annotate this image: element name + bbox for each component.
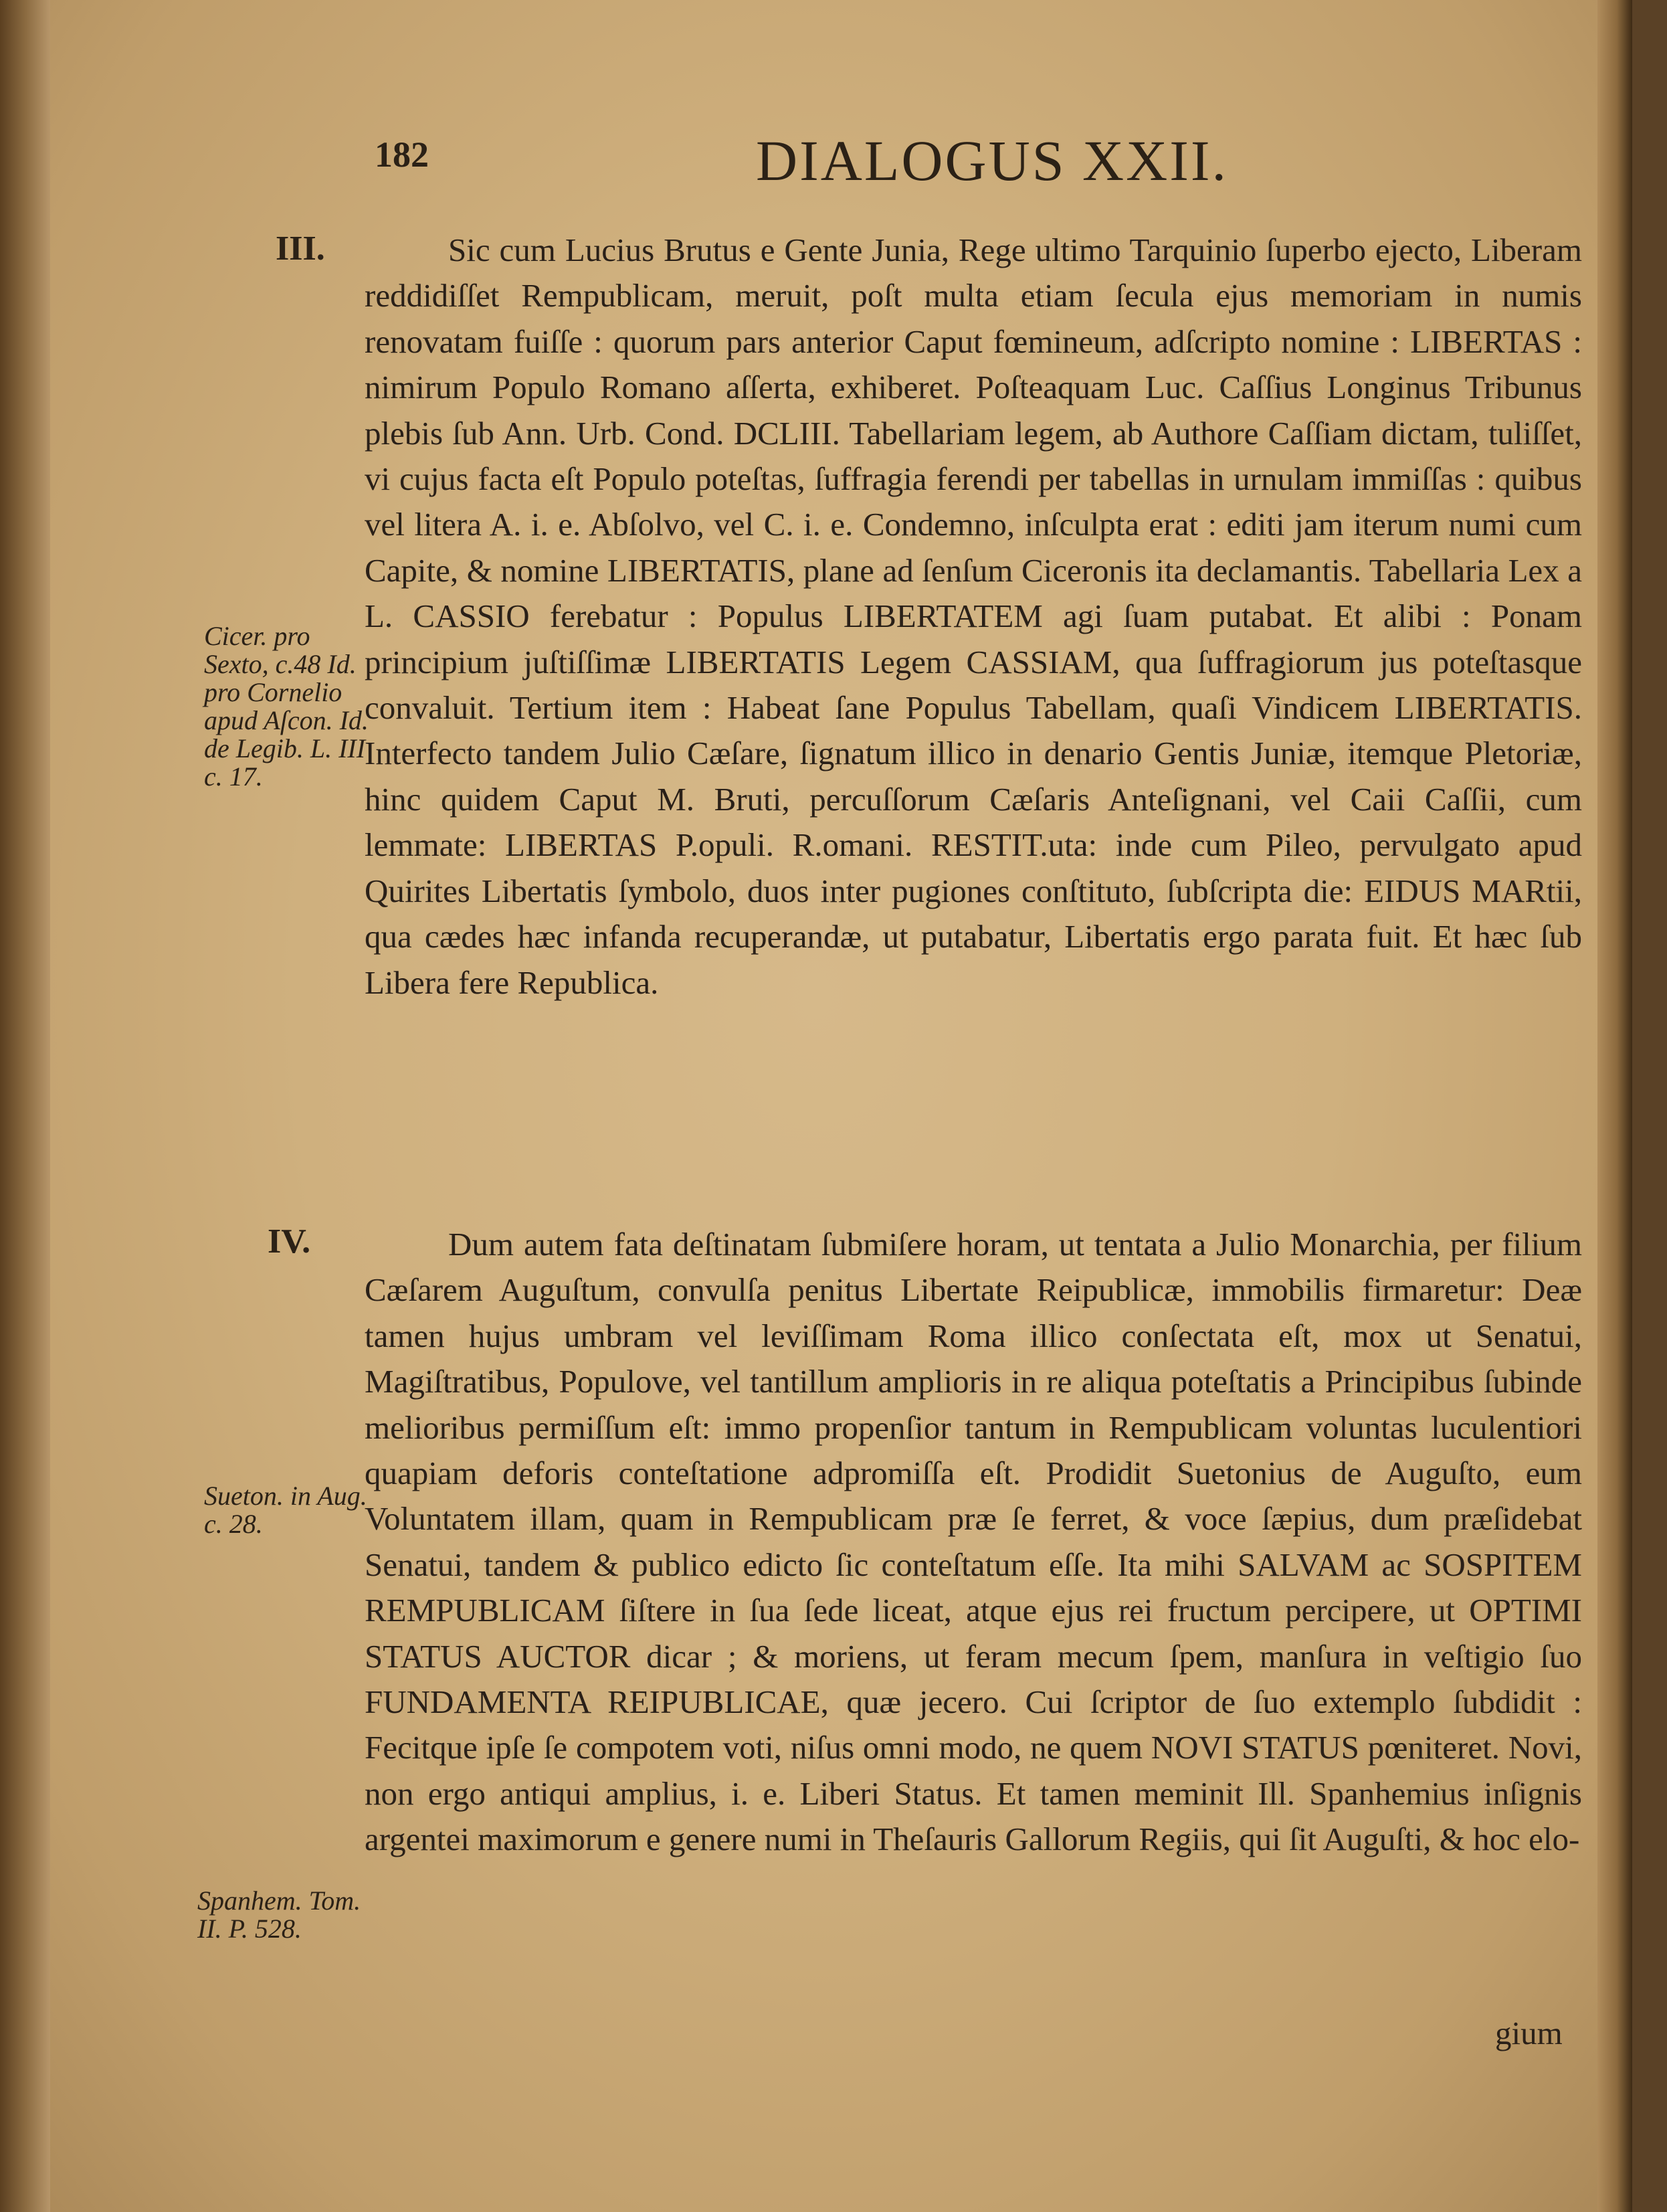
section-4-text: Dum autem fata deſtinatam ſubmiſere horam, ut tentata a Julio Monarchia, per filium Cæſarem Auguſtum, convulſa penitus Libertate Reipublicæ, immobilis firmaretur: Deæ tamen hujus umbram vel leviſſimam Roma illico conſectata eſt, mox ut Senatui, Magiſtratibus, Populove, vel tantillum amplioris in re aliqua poteſtatis a Principibus ſubinde melioribus permiſſum eſt: immo propenſior tantum in Rempublicam voluntas luculentiori quapiam deforis conteſtatione adpromiſſa eſt. Prodidit Suetonius de Auguſto, eum Voluntatem illam, quam in Rempublicam præ ſe ferret, & voce ſæpius, dum præſidebat Senatui, tandem & publico edicto ſic conteſtatum eſſe. Ita mihi SALVAM ac SOSPITEM REMPUBLICAM ſiſtere in ſua ſede liceat, atque ejus rei fructum percipere, ut OPTIMI STATUS AUCTOR dicar ; & moriens, ut feram mecum ſpem, manſura in veſtigio ſuo FUNDAMENTA REIPUBLICAE, quæ jecero. Cui ſcriptor de ſuo extemplo ſubdidit : Fecitque ipſe ſe compotem voti, niſus omni modo, ne quem NOVI STATUS pœniteret. Novi, non ergo antiqui amplius, i. e. Liberi Status. Et tamen meminit Ill. Spanhemius inſignis argentei maximorum e genere numi in Theſauris Gallorum Regiis, qui ſit Auguſti, & hoc elo- (365, 1226, 1582, 1858)
page-title: DIALOGUS XXII. (756, 128, 1229, 193)
catchword: gium (1495, 2015, 1563, 2051)
margin-note-cicero: Cicer. pro Sexto, c.48 Id. pro Cornelio apud Aſcon. Id. de Legib. L. III c. 17. (204, 621, 369, 792)
margin-note-spanheim: Spanhem. Tom. II. P. 528. (197, 1885, 361, 1944)
page-binding-shadow (0, 0, 50, 2212)
margin-note-suetonius: Sueton. in Aug. c. 28. (204, 1481, 367, 1539)
running-head (375, 127, 1579, 207)
section-3-text: Sic cum Lucius Brutus e Gente Junia, Rege ultimo Tarquinio ſuperbo ejecto, Liberam reddidiſſet Rempublicam, meruit, poſt multa etiam ſecula ejus memoriam in numis renovatam fuiſſe : quorum pars anterior Caput fœmineum, adſcripto nomine : LIBERTAS : nimirum Populo Romano aſſerta, exhiberet. Poſteaquam Luc. Caſſius Longinus Tribunus plebis ſub Ann. Urb. Cond. DCLIII. Tabellariam legem, ab Authore Caſſiam dictam, tuliſſet, vi cujus facta eſt Populo poteſtas, ſuffragia ferendi per tabellas in urnulam immiſſas : quibus vel litera A. i. e. Abſolvo, vel C. i. e. Condemno, inſculpta erat : editi jam iterum numi cum Capite, & nomine LIBERTATIS, plane ad ſenſum Ciceronis ita declamantis. Tabellaria Lex a L. CASSIO ferebatur : Populus LIBERTATEM agi ſuam putabat. Et alibi : Ponam principium juſtiſſimæ LIBERTATIS Legem CASSIAM, qua ſuffragiorum jus poteſtasque convaluit. Tertium item : Habeat ſane Populus Tabellam, quaſi Vindicem LIBERTATIS. Interfecto tandem Julio Cæſare, ſignatum illico in denario Gentis Juniæ, itemque Pletoriæ, hinc quidem Caput M. Bruti, percuſſorum Cæſaris Anteſignani, vel Caii Caſſii, cum lemmate: LIBERTAS P.opuli. R.omani. RESTIT.uta: inde cum Pileo, pervulgato apud Quirites Libertatis ſymbolo, duos inter pugiones conſtituto, ſubſcripta die: EIDUS MARtii, qua cædes hæc infanda recuperandæ, ut putabatur, Libertatis ergo parata fuit. Et hæc ſub Libera fere Republica. (365, 232, 1582, 1001)
page-edge (1597, 0, 1632, 2212)
section-number-4: IV. (268, 1222, 311, 1261)
section-number-3: III. (276, 229, 325, 268)
page-number: 182 (375, 134, 429, 175)
